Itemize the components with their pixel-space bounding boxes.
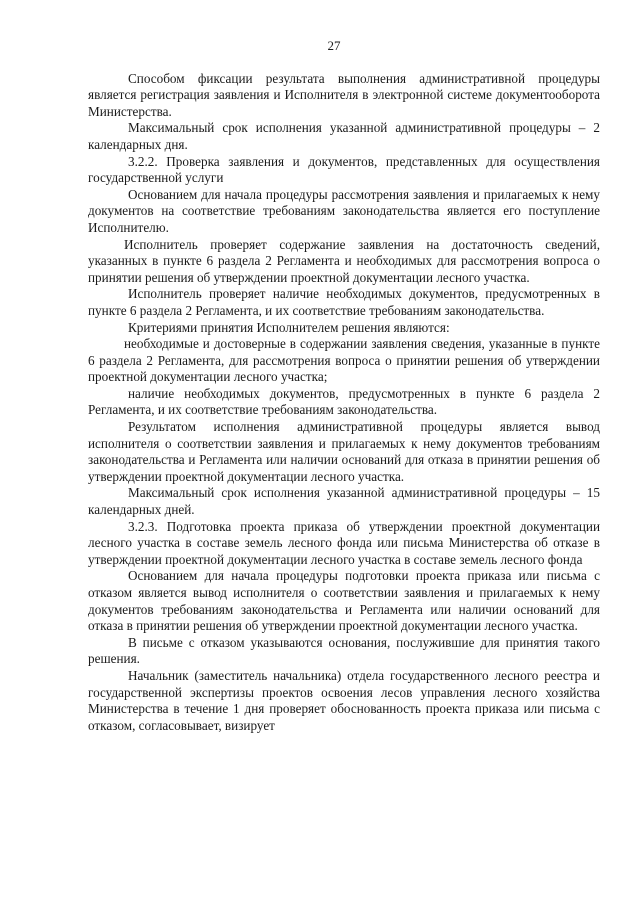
page-number: 27: [327, 38, 341, 53]
paragraph-max-term-2-days: Максимальный срок исполнения указанной административной процедуры – 2 календарных дня.: [88, 120, 600, 152]
paragraph-executor-checks-documents: Исполнитель проверяет наличие необходимых документов, предусмотренных в пункте 6 раздела 2 Регламента, и их соответствие требованиям законодательства.: [88, 286, 600, 318]
paragraph-criterion-documents: наличие необходимых документов, предусмотренных в пункте 6 раздела 2 Регламента, и их соответствие требованиям законодательства.: [88, 385, 600, 418]
paragraph-basis-drafting: Основанием для начала процедуры подготовки проекта приказа или письма с отказом является вывод исполнителя о соответствии заявления и прилагаемых к нему документов требованиям законодательства и Регламента или наличии оснований для отказа в принятии решения об утверждении проектной документации лесного участка.: [88, 568, 600, 634]
section-heading-3-2-3: 3.2.3. Подготовка проекта приказа об утверждении проектной документации лесного участка в составе земель лесного фонда или письма Министерства об отказе в утверждении проектной документации лесного участка в составе земель лесного фонда: [88, 518, 600, 567]
paragraph-fixation-method: Способом фиксации результата выполнения административной процедуры является регистрация заявления и Исполнителя в электронной системе документооборота Министерства.: [88, 70, 600, 119]
paragraph-criterion-information: необходимые и достоверные в содержании заявления сведения, указанные в пункте 6 раздела 2 Регламента, для рассмотрения вопроса о принятии решения об утверждении проектной документации лесного участка;: [88, 336, 600, 385]
section-heading-3-2-2: 3.2.2. Проверка заявления и документов, представленных для осуществления государственной услуги: [88, 153, 600, 186]
paragraph-head-of-department-check: Начальник (заместитель начальника) отдела государственного лесного реестра и государственной экспертизы проектов освоения лесов управления лесного хозяйства Министерства в течение 1 дня проверяет обоснованность проекта приказа или письма с отказом, согласовывает, визирует: [88, 667, 600, 733]
paragraph-executor-checks-content: Исполнитель проверяет содержание заявления на достаточность сведений, указанных в пункте 6 раздела 2 Регламента и необходимых для рассмотрения вопроса о принятии решения об утверждении проектной документации лесного участка.: [88, 236, 600, 285]
paragraph-procedure-result: Результатом исполнения административной процедуры является вывод исполнителя о соответствии заявления и прилагаемых к нему документов требованиям законодательства и Регламента или наличии оснований для отказа в принятии решения об утверждении проектной документации лесного участка.: [88, 419, 600, 484]
paragraph-refusal-grounds: В письме с отказом указываются основания, послужившие для принятия такого решения.: [88, 634, 600, 667]
paragraph-max-term-15-days: Максимальный срок исполнения указанной административной процедуры – 15 календарных дней.: [88, 485, 600, 518]
paragraph-basis-review: Основанием для начала процедуры рассмотрения заявления и прилагаемых к нему документов на соответствие требованиям законодательства является его поступление Исполнителю.: [88, 186, 600, 235]
paragraph-decision-criteria: Критериями принятия Исполнителем решения являются:: [128, 319, 450, 335]
